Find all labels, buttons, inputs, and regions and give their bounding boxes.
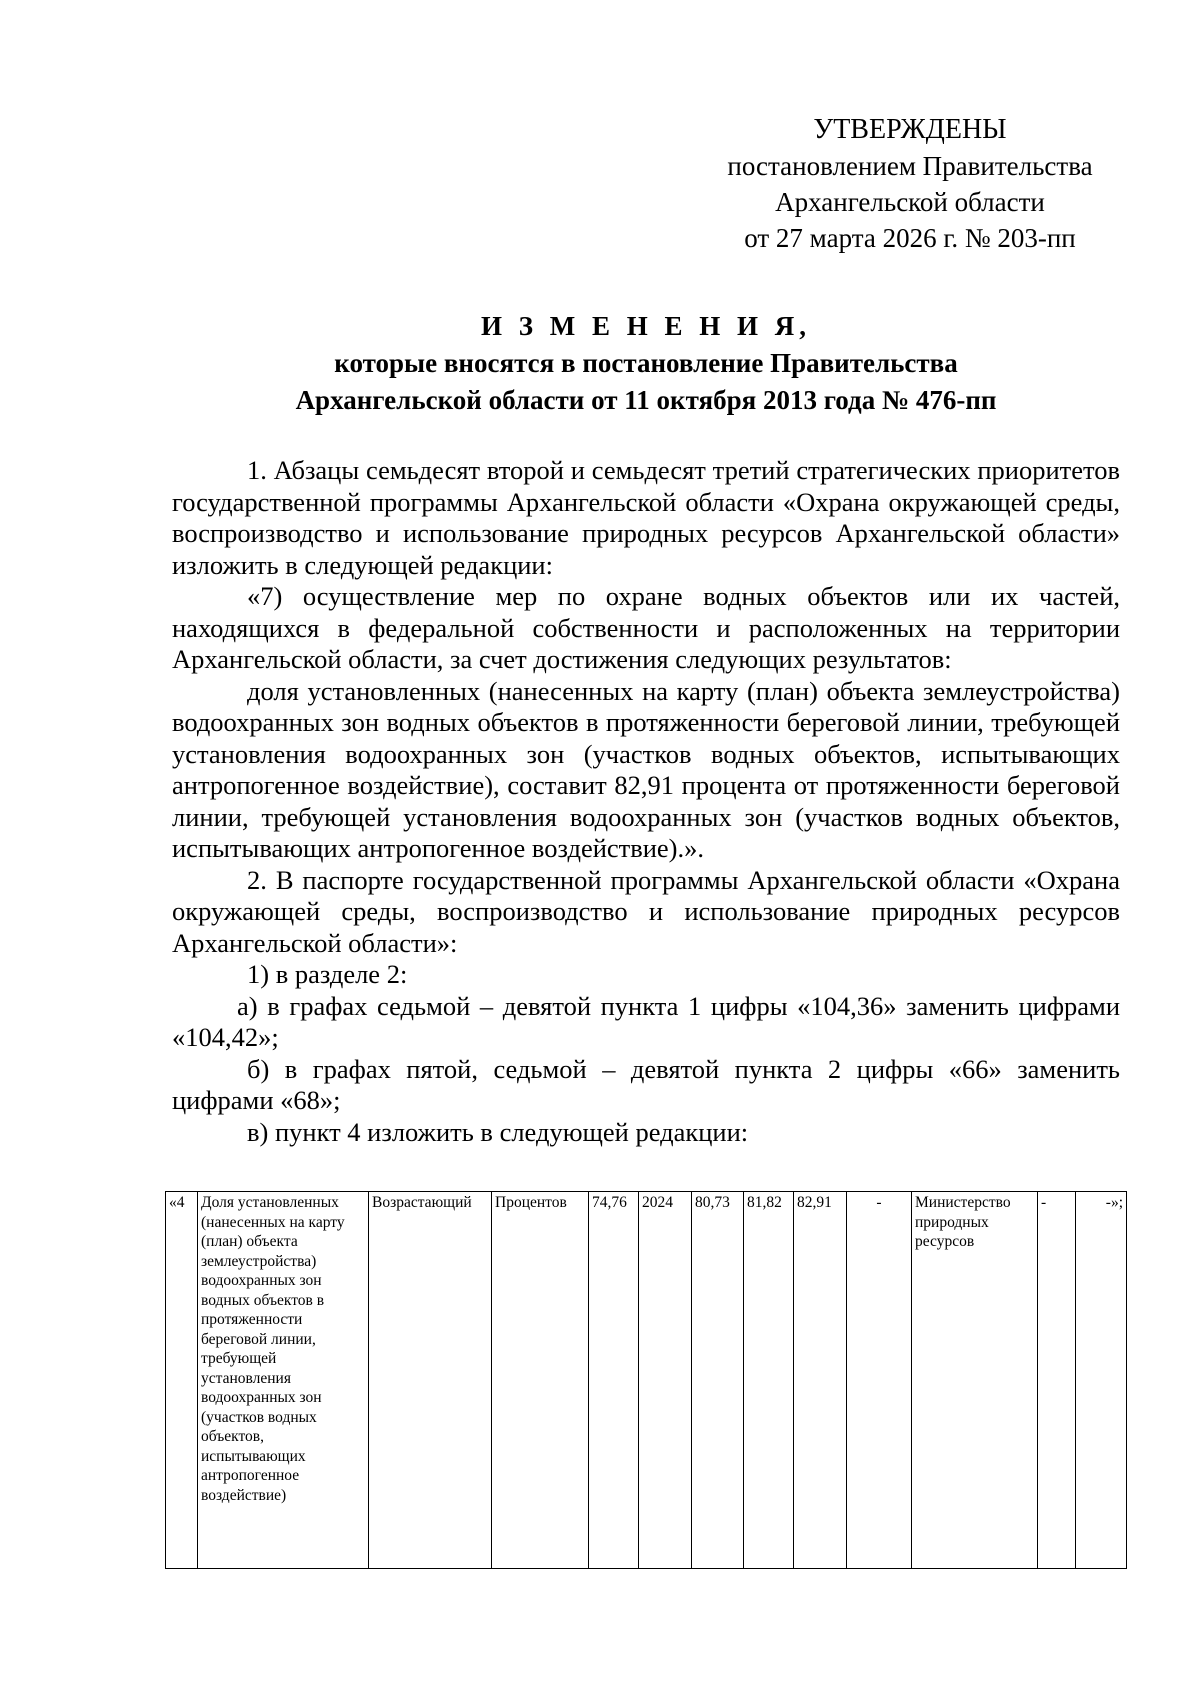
paragraph-8: в) пункт 4 изложить в следующей редакции:	[247, 1116, 749, 1147]
paragraph-6: а) в графах седьмой – девятой пункта 1 цифры «104,36» заменить цифрами «104,42»;	[172, 990, 1120, 1052]
document-title	[172, 308, 1120, 419]
approval-heading: УТВЕРЖДЕНЫ	[813, 114, 1007, 145]
cell-end: -»;	[1076, 1192, 1127, 1569]
paragraph-7: б) в графах пятой, седьмой – девятой пункта 2 цифры «66» заменить цифрами «68»;	[172, 1053, 1120, 1115]
cell-unit: Процентов	[492, 1192, 589, 1569]
cell-extra: -	[1038, 1192, 1076, 1569]
approval-line-3: от 27 марта 2026 г. № 203-пп	[744, 223, 1076, 253]
approval-stamp	[700, 112, 1120, 256]
cell-value-1: 80,73	[692, 1192, 744, 1569]
document-body	[172, 455, 1120, 1148]
cell-responsible: Министерство природных ресурсов	[912, 1192, 1038, 1569]
paragraph-5: 1) в разделе 2:	[247, 959, 408, 989]
approval-line-1: постановлением Правительства	[727, 151, 1093, 181]
title-line-3: Архангельской области от 11 октября 2013 года № 476-пп	[295, 385, 997, 415]
cell-base-value: 74,76	[589, 1192, 639, 1569]
paragraph-4: 2. В паспорте государственной программы Архангельской области «Охрана окружающей среды, воспроизводство и использование природных ресурсов Архангельской области»:	[172, 864, 1120, 958]
paragraph-3: доля установленных (нанесенных на карту (план) объекта землеустройства) водоохранных зон водных объектов в протяженности береговой линии, требующей установления водоохранных зон (участков водных объектов, испытывающих антропогенное воздействие), составит 82,91 процента от протяженности береговой линии, требующей установления водоохранных зон (участков водных объектов, испытывающих антропогенное воздействие).».	[172, 675, 1120, 863]
cell-value-4: -	[847, 1192, 912, 1569]
cell-indicator-name: Доля установленных (нанесенных на карту (план) объекта землеустройства) водоохранных зон водных объектов в протяженности береговой линии, требующей установления водоохранных зон (участков водных объектов, испытывающих антропогенное воздействие)	[198, 1192, 369, 1569]
title-changes: И З М Е Н Е Н И Я,	[480, 311, 811, 341]
approval-line-2: Архангельской области	[775, 187, 1045, 217]
cell-number: «4	[166, 1192, 198, 1569]
table-row	[166, 1192, 1127, 1569]
indicator-table	[165, 1191, 1127, 1569]
cell-value-2: 81,82	[744, 1192, 794, 1569]
title-line-2: которые вносятся в постановление Правительства	[334, 348, 958, 378]
paragraph-1: 1. Абзацы семьдесят второй и семьдесят третий стратегических приоритетов государственной программы Архангельской области «Охрана окружающей среды, воспроизводство и использование природных ресурсов Архангельской области» изложить в следующей редакции:	[172, 455, 1120, 580]
cell-value-3: 82,91	[794, 1192, 847, 1569]
cell-trend: Возрастающий	[369, 1192, 492, 1569]
paragraph-2: «7) осуществление мер по охране водных объектов или их частей, находящихся в федеральной собственности и расположенных на территории Архангельской области, за счет достижения следующих результатов:	[172, 581, 1120, 674]
cell-base-year: 2024	[639, 1192, 692, 1569]
